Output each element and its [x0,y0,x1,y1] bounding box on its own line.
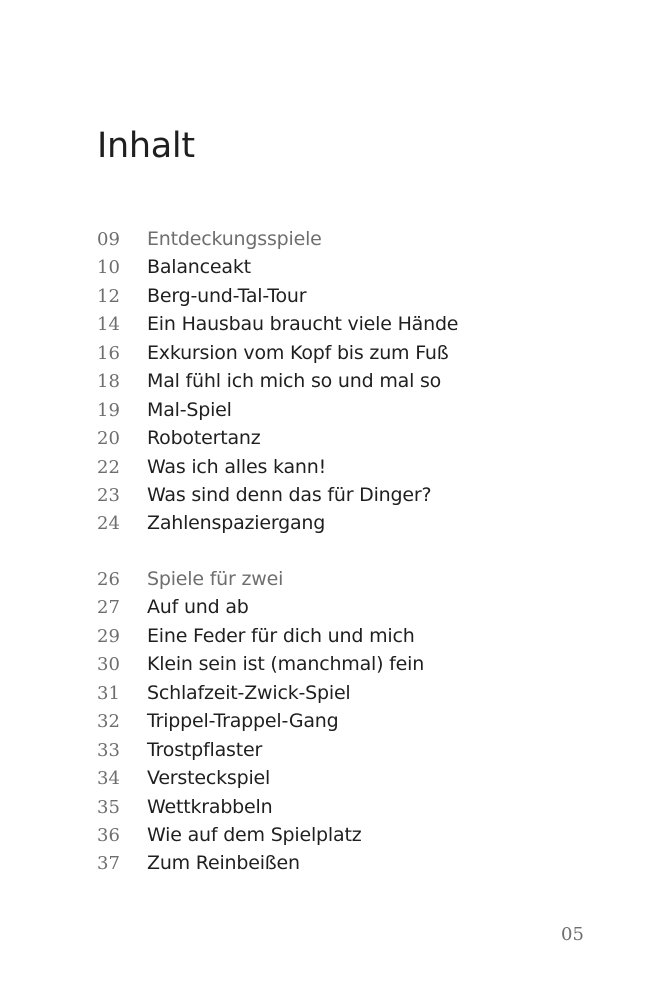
toc-entry[interactable] [97,453,458,481]
toc-entry-title: Versteckspiel [147,767,271,790]
toc-entry-title: Eine Feder für dich und mich [147,624,415,647]
toc-page-number: 16 [97,342,120,364]
toc-entry[interactable] [97,310,458,338]
toc-page-number: 19 [97,399,120,421]
toc-entry[interactable] [97,793,424,821]
toc-page-number: 36 [97,824,120,846]
toc-section-heading[interactable] [97,565,424,593]
toc-page-number: 37 [97,853,120,875]
toc-page-number: 33 [97,739,120,761]
toc-entry-title: Zahlenspaziergang [147,512,326,535]
toc-page-number: 30 [97,654,120,676]
toc-entry-title: Mal fühl ich mich so und mal so [147,370,442,393]
toc-entry[interactable] [97,396,458,424]
toc-entry-title: Trostpflaster [147,738,263,761]
toc-entry-title: Zum Reinbeißen [147,852,300,875]
toc-entry-title: Ein Hausbau braucht viele Hände [147,313,459,336]
toc-entry[interactable] [97,367,458,395]
toc-page-number: 14 [97,314,120,336]
toc-entry[interactable] [97,679,424,707]
toc-entry[interactable] [97,650,424,678]
toc-page-number: 22 [97,456,120,478]
toc-entry-title: Wettkrabbeln [147,795,273,818]
toc-entry-title: Was sind denn das für Dinger? [147,483,432,506]
toc-page-number: 35 [97,796,120,818]
toc-entry[interactable] [97,707,424,735]
toc-page-number: 23 [97,484,120,506]
toc-page-number: 20 [97,428,120,450]
toc-entry-title: Berg-und-Tal-Tour [147,284,307,307]
toc-section-entdeckungsspiele [97,225,458,538]
toc-page-number: 32 [97,711,120,733]
page-number: 05 [561,924,584,945]
toc-entry[interactable] [97,509,458,537]
toc-entry-title: Trippel-Trappel-Gang [147,710,339,733]
toc-page-number: 24 [97,513,120,535]
toc-entry-title: Wie auf dem Spielplatz [147,823,362,846]
toc-entry[interactable] [97,622,424,650]
toc-entry[interactable] [97,253,458,281]
toc-page-number: 10 [97,257,120,279]
toc-entry[interactable] [97,282,458,310]
toc-entry-title: Auf und ab [147,596,249,619]
toc-entry[interactable] [97,339,458,367]
toc-entry[interactable] [97,849,424,877]
toc-entry-title: Robotertanz [147,427,261,450]
toc-section-heading[interactable] [97,225,458,253]
toc-entry[interactable] [97,481,458,509]
toc-section-title: Entdeckungsspiele [147,228,322,250]
toc-entry-title: Klein sein ist (manchmal) fein [147,653,425,676]
toc-section-spiele-fuer-zwei [97,565,424,878]
toc-page-number: 29 [97,625,120,647]
page-title: Inhalt [97,126,195,166]
toc-entry-title: Exkursion vom Kopf bis zum Fuß [147,341,449,364]
toc-entry-title: Mal-Spiel [147,398,232,421]
toc-page-number: 18 [97,371,120,393]
toc-entry[interactable] [97,764,424,792]
toc-entry-title: Schlafzeit-Zwick-Spiel [147,681,351,704]
toc-entry[interactable] [97,424,458,452]
toc-page-number: 27 [97,597,120,619]
toc-entry-title: Balanceakt [147,256,251,279]
toc-entry[interactable] [97,821,424,849]
toc-section-title: Spiele für zwei [147,568,284,590]
toc-entry-title: Was ich alles kann! [147,455,327,478]
toc-page-number: 31 [97,682,120,704]
toc-entry[interactable] [97,736,424,764]
toc-page-number: 09 [97,229,120,250]
toc-entry[interactable] [97,593,424,621]
toc-page-number: 12 [97,285,120,307]
toc-page-number: 26 [97,569,120,590]
toc-page-number: 34 [97,768,120,790]
